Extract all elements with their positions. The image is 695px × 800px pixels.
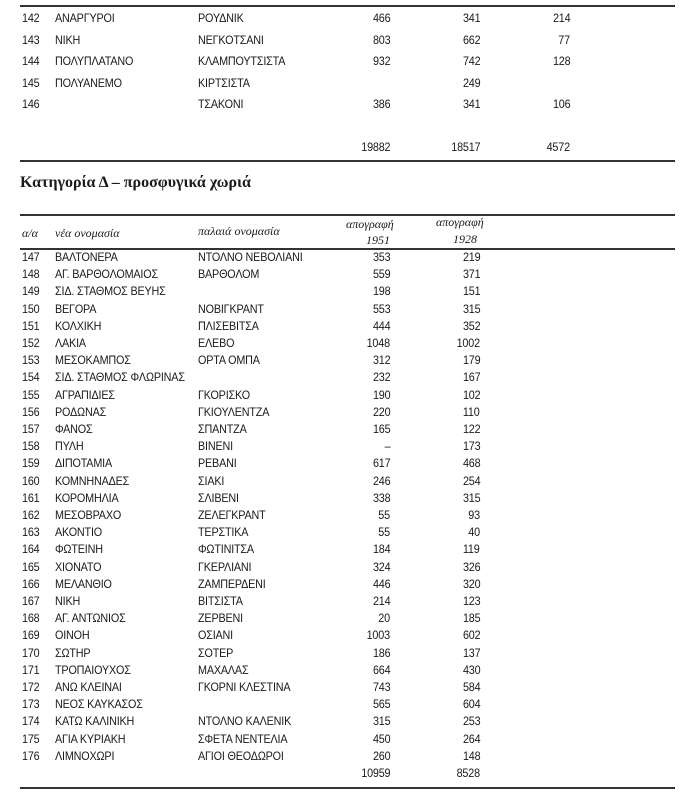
row-number: 152	[22, 336, 40, 350]
row-number: 161	[22, 490, 40, 505]
new-name: ΦΩΤΕΙΝΗ	[55, 542, 103, 557]
census-1928: 40	[468, 525, 480, 540]
new-name: ΑΝΑΡΓΥΡΟΙ	[55, 11, 115, 25]
new-name: ΤΡΟΠΑΙΟΥΧΟΣ	[55, 662, 131, 677]
census-1951: 559	[372, 267, 390, 282]
row-number: 149	[22, 284, 40, 299]
row-number: 167	[22, 594, 40, 608]
row-number: 163	[22, 525, 40, 540]
row-number: 171	[22, 662, 40, 677]
header-bottom-rule	[20, 248, 675, 250]
census-1951: 186	[372, 645, 390, 660]
value-col2: 341	[462, 97, 480, 111]
row-number: 144	[22, 54, 40, 68]
census-1951: 1003	[366, 628, 390, 643]
old-name: ΣΠΑΝΤΖΑ	[198, 422, 247, 436]
census-1951: 324	[372, 559, 390, 574]
census-1951: 312	[372, 353, 390, 368]
old-name: ΒΙΝΕΝΙ	[198, 439, 233, 454]
old-name: ΚΛΑΜΠΟΥΤΣΙΣΤΑ	[198, 54, 286, 68]
census-1951: 198	[372, 284, 390, 299]
value-col1: 803	[372, 32, 390, 47]
census-1928: 315	[462, 490, 480, 505]
census-1928: 320	[462, 576, 480, 591]
census-1928: 430	[462, 662, 480, 677]
census-1951: 315	[372, 714, 390, 729]
old-name: ΤΣΑΚΟΝΙ	[198, 97, 244, 111]
header-old-name: παλαιά ονομασία	[198, 224, 280, 238]
new-name: ΝΕΟΣ ΚΑΥΚΑΣΟΣ	[55, 697, 143, 712]
value-col1: 466	[372, 11, 390, 25]
census-1928: 102	[462, 387, 480, 402]
census-1928: 137	[462, 645, 480, 660]
new-name: ΒΕΓΟΡΑ	[55, 301, 97, 316]
row-number: 160	[22, 473, 40, 488]
new-name: ΛΑΚΙΑ	[55, 336, 86, 350]
old-name: ΓΚΕΡΛΙΑΝΙ	[198, 559, 252, 574]
total-col3: 4572	[546, 140, 570, 154]
census-1928: 173	[462, 439, 480, 454]
census-1928: 468	[462, 456, 480, 471]
value-col2: 662	[462, 32, 480, 47]
old-name: ΤΕΡΣΤΙΚΑ	[198, 525, 249, 540]
old-name: ΖΕΛΕΓΚΡΑΝΤ	[198, 508, 266, 522]
total-1951: 10959	[360, 766, 390, 780]
census-1951: 565	[372, 697, 390, 712]
row-number: 157	[22, 422, 40, 436]
census-1951: 246	[372, 473, 390, 488]
census-1951: –	[384, 439, 390, 454]
row-number: 145	[22, 75, 40, 90]
row-number: 174	[22, 714, 40, 729]
census-1951: 664	[372, 662, 390, 677]
row-number: 158	[22, 439, 40, 454]
old-name: ΝΟΒΙΓΚΡΑΝΤ	[198, 301, 264, 316]
old-name: ΚΙΡΤΣΙΣΤΑ	[198, 75, 250, 90]
old-name: ΖΕΡΒΕΝΙ	[198, 611, 243, 626]
total-col1: 19882	[360, 140, 390, 154]
new-name: ΧΙΟΝΑΤΟ	[55, 559, 102, 574]
new-name: ΝΙΚΗ	[55, 32, 81, 47]
census-1951: 20	[378, 611, 390, 626]
new-name: ΠΟΛΥΑΝΕΜΟ	[55, 75, 122, 90]
bottom-rule	[20, 787, 675, 789]
row-number: 146	[22, 97, 40, 111]
census-1951: 617	[372, 456, 390, 471]
census-1928: 352	[462, 318, 480, 333]
census-1928: 254	[462, 473, 480, 488]
value-col1: 386	[372, 97, 390, 111]
census-1928: 315	[462, 301, 480, 316]
row-number: 172	[22, 680, 40, 694]
census-1951: 1048	[366, 336, 390, 350]
header-census-1951-label: απογραφή	[346, 217, 394, 231]
old-name: ΓΚΙΟΥΛΕΝΤΖΑ	[198, 404, 270, 419]
new-name: ΑΚΟΝΤΙΟ	[55, 525, 103, 540]
value-col2: 249	[462, 75, 480, 90]
row-number: 148	[22, 267, 40, 282]
census-1928: 151	[462, 284, 480, 299]
row-number: 151	[22, 318, 40, 333]
census-1928: 123	[462, 594, 480, 608]
new-name: ΜΕΛΑΝΘΙΟ	[55, 576, 112, 591]
value-col2: 341	[462, 11, 480, 25]
census-1928: 185	[462, 611, 480, 626]
census-1951: 55	[378, 508, 390, 522]
old-name: ΠΛΙΣΕΒΙΤΣΑ	[198, 318, 259, 333]
row-number: 154	[22, 370, 40, 385]
row-number: 150	[22, 301, 40, 316]
census-1951: 353	[372, 250, 390, 264]
new-name: ΣΙΔ. ΣΤΑΘΜΟΣ ΒΕΥΗΣ	[55, 284, 166, 299]
header-census-1951-year: 1951	[366, 233, 390, 247]
total-col2: 18517	[450, 140, 480, 154]
new-name: ΠΥΛΗ	[55, 439, 84, 454]
new-name: ΣΙΔ. ΣΤΑΘΜΟΣ ΦΛΩΡΙΝΑΣ	[55, 370, 185, 385]
census-1928: 119	[463, 542, 480, 557]
row-number: 175	[22, 731, 40, 746]
census-1951: 214	[372, 594, 390, 608]
old-name: ΣΙΑΚΙ	[198, 473, 225, 488]
census-1928: 93	[468, 508, 480, 522]
row-number: 165	[22, 559, 40, 574]
old-name: ΒΑΡΘΟΛΟΜ	[198, 267, 260, 282]
value-col3: 77	[558, 32, 570, 47]
census-1928: 148	[462, 748, 480, 763]
row-number: 147	[22, 250, 40, 264]
row-number: 168	[22, 611, 40, 626]
old-name: ΑΓΙΟΙ ΘΕΟΔΩΡΟΙ	[198, 748, 284, 763]
census-1928: 264	[462, 731, 480, 746]
header-new-name: νέα ονομασία	[55, 226, 120, 240]
upper-bottom-rule	[20, 160, 675, 162]
new-name: ΑΓ. ΑΝΤΩΝΙΟΣ	[55, 611, 126, 626]
new-name: ΑΓ. ΒΑΡΘΟΛΟΜΑΙΟΣ	[55, 267, 158, 282]
section-title: Κατηγορία Δ – προσφυγικά χωριά	[20, 174, 251, 191]
new-name: ΡΟΔΩΝΑΣ	[55, 404, 107, 419]
census-1951: 553	[372, 301, 390, 316]
old-name: ΦΩΤΙΝΙΤΣΑ	[198, 542, 254, 557]
old-name: ΟΣΙΑΝΙ	[198, 628, 234, 643]
old-name: ΝΤΟΛΝΟ ΝΕΒΟΛΙΑΝΙ	[198, 250, 303, 264]
value-col3: 128	[552, 54, 570, 68]
new-name: ΚΟΜΝΗΝΑΔΕΣ	[55, 473, 130, 488]
old-name: ΣΛΙΒΕΝΙ	[198, 490, 239, 505]
row-number: 169	[22, 628, 40, 643]
row-number: 166	[22, 576, 40, 591]
new-name: ΣΩΤΗΡ	[55, 645, 91, 660]
census-1928: 604	[462, 697, 480, 712]
old-name: ΕΛΕΒΟ	[198, 336, 235, 350]
census-1928: 1002	[456, 336, 480, 350]
census-1928: 584	[462, 680, 480, 694]
value-col3: 214	[552, 11, 570, 25]
census-1951: 743	[372, 680, 390, 694]
census-1928: 110	[463, 404, 480, 419]
new-name: ΜΕΣΟΚΑΜΠΟΣ	[55, 353, 131, 368]
census-1928: 122	[462, 422, 480, 436]
old-name: ΝΕΓΚΟΤΣΑΝΙ	[198, 32, 264, 47]
top-rule	[20, 5, 675, 7]
old-name: ΓΚΟΡΙΣΚΟ	[198, 387, 250, 402]
census-1928: 326	[462, 559, 480, 574]
old-name: ΒΙΤΣΙΣΤΑ	[198, 594, 243, 608]
old-name: ΓΚΟΡΝΙ ΚΛΕΣΤΙΝΑ	[198, 680, 291, 694]
census-1928: 371	[462, 267, 480, 282]
old-name: ΜΑΧΑΛΑΣ	[198, 662, 249, 677]
row-number: 155	[22, 387, 40, 402]
census-1951: 190	[372, 387, 390, 402]
row-number: 153	[22, 353, 40, 368]
row-number: 162	[22, 508, 40, 522]
old-name: ΣΦΕΤΑ ΝΕΝΤΕΛΙΑ	[198, 731, 288, 746]
old-name: ΣΟΤΕΡ	[198, 645, 234, 660]
census-1951: 260	[372, 748, 390, 763]
census-1951: 184	[372, 542, 390, 557]
header-census-1928-year: 1928	[453, 232, 477, 246]
row-number: 156	[22, 404, 40, 419]
old-name: ΖΑΜΠΕΡΔΕΝΙ	[198, 576, 266, 591]
census-1951: 55	[378, 525, 390, 540]
census-1951: 446	[372, 576, 390, 591]
census-1951: 338	[372, 490, 390, 505]
row-number: 173	[22, 697, 40, 712]
new-name: ΔΙΠΟΤΑΜΙΑ	[55, 456, 112, 471]
census-1928: 602	[462, 628, 480, 643]
value-col1: 932	[372, 54, 390, 68]
census-1928: 167	[462, 370, 480, 385]
census-1928: 219	[462, 250, 480, 264]
total-1928: 8528	[456, 766, 480, 780]
census-1928: 253	[462, 714, 480, 729]
new-name: ΒΑΛΤΟΝΕΡΑ	[55, 250, 118, 264]
census-1928: 179	[462, 353, 480, 368]
old-name: ΝΤΟΛΝΟ ΚΑΛΕΝΙΚ	[198, 714, 292, 729]
old-name: ΡΟΥΔΝΙΚ	[198, 11, 244, 25]
new-name: ΚΑΤΩ ΚΑΛΙΝΙΚΗ	[55, 714, 135, 729]
new-name: ΑΝΩ ΚΛΕΙΝΑΙ	[55, 680, 122, 694]
old-name: ΟΡΤΑ ΟΜΠΑ	[198, 353, 260, 368]
row-number: 143	[22, 32, 40, 47]
row-number: 159	[22, 456, 40, 471]
new-name: ΠΟΛΥΠΛΑΤΑΝΟ	[55, 54, 134, 68]
census-1951: 232	[372, 370, 390, 385]
new-name: ΝΙΚΗ	[55, 594, 81, 608]
census-1951: 450	[372, 731, 390, 746]
row-number: 170	[22, 645, 40, 660]
new-name: ΑΓΙΑ ΚΥΡΙΑΚΗ	[55, 731, 126, 746]
header-no: α/α	[22, 226, 38, 240]
row-number: 176	[22, 748, 40, 763]
new-name: ΚΟΛΧΙΚΗ	[55, 318, 102, 333]
value-col2: 742	[462, 54, 480, 68]
row-number: 142	[22, 11, 40, 25]
new-name: ΑΓΡΑΠΙΔΙΕΣ	[55, 387, 115, 402]
new-name: ΜΕΣΟΒΡΑΧΟ	[55, 508, 122, 522]
old-name: ΡΕΒΑΝΙ	[198, 456, 237, 471]
census-1951: 444	[372, 318, 390, 333]
value-col3: 106	[552, 97, 570, 111]
new-name: ΚΟΡΟΜΗΛΙΑ	[55, 490, 119, 505]
new-name: ΟΙΝΟΗ	[55, 628, 90, 643]
new-name: ΛΙΜΝΟΧΩΡΙ	[55, 748, 115, 763]
new-name: ΦΑΝΟΣ	[55, 422, 93, 436]
census-1951: 220	[372, 404, 390, 419]
header-top-rule	[20, 214, 675, 216]
row-number: 164	[22, 542, 40, 557]
census-1951: 165	[372, 422, 390, 436]
header-census-1928-label: απογραφή	[436, 215, 484, 229]
